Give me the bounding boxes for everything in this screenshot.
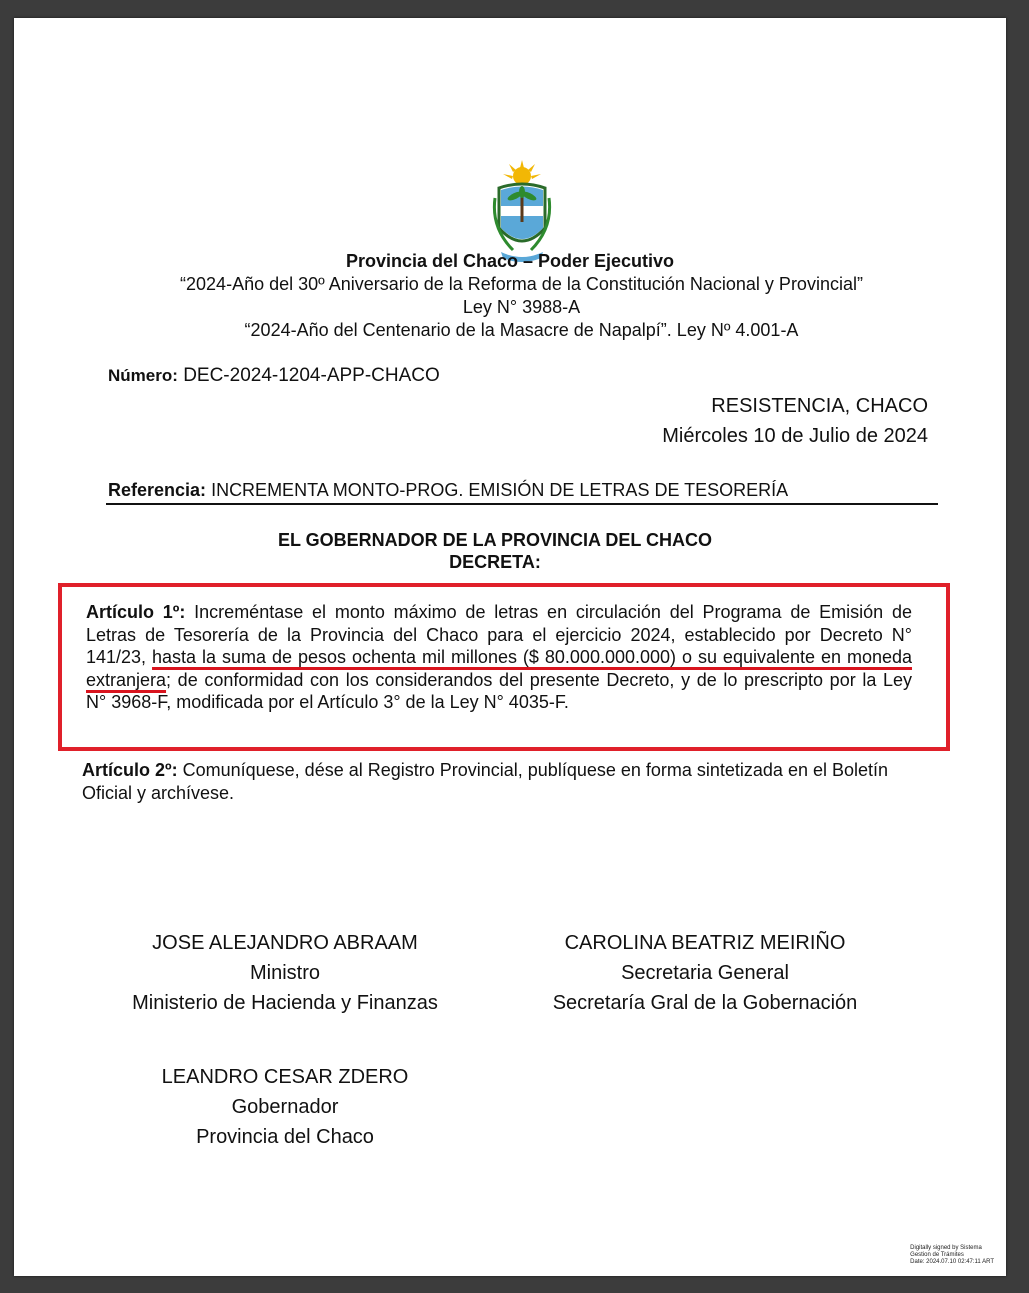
signatory-office: Provincia del Chaco [196,1126,374,1148]
reference-divider [106,503,938,505]
header-title: Provincia del Chaco – Poder Ejecutivo [345,251,675,271]
signatory-minister [75,928,495,1018]
article-1 [86,601,912,714]
article-2-label: Artículo 2º: [82,760,178,780]
signatory-secretary [495,928,915,1018]
digital-signature-stamp [910,1245,994,1266]
digital-signature-line1: Digitally signed by Sistema [910,1245,982,1251]
article-2 [82,759,910,805]
place: RESISTENCIA, CHACO [711,395,928,417]
signatory-role: Gobernador [231,1096,339,1118]
digital-signature-line3: Date: 2024.07.10 02:47:11 ART [910,1259,994,1265]
article-1-text-b: ; de conformidad con los considerandos del presente Decreto, y de lo prescripto por la Ley N° 3968-F, modificada por el Artículo 3° de la Ley N° 4035-F. [86,669,912,712]
signatory-role: Secretaria General [621,962,789,984]
digital-signature-line2: Gestion de Trámites [910,1252,964,1258]
signatory-role: Ministro [249,962,320,984]
article-1-highlight-box [58,583,950,751]
decree-number [108,365,440,387]
document-page [14,18,1006,1276]
signatory-office: Secretaría Gral de la Gobernación [552,992,858,1014]
numero-label: Número: [108,366,178,385]
signatory-name: CAROLINA BEATRIZ MEIRIÑO [564,932,846,954]
decree-heading-governor: EL GOBERNADOR DE LA PROVINCIA DEL CHACO [277,530,713,550]
signatory-governor [75,1062,495,1152]
reference [108,480,788,501]
article-2-text: Comuníquese, dése al Registro Provincial, publíquese en forma sintetizada en el Boletín Oficial y archívese. [82,760,889,803]
signatory-office: Ministerio de Hacienda y Finanzas [132,992,438,1014]
decree-heading [14,529,976,573]
article-1-label: Artículo 1º: [86,602,186,622]
referencia-label: Referencia: [108,480,207,500]
decree-heading-decreta: DECRETA: [449,552,541,572]
article-1-underlined-amount: hasta la suma de pesos ochenta mil millones ($ 80.000.000.000) o su equivalente en moneda extranjera [86,647,913,690]
referencia-value: INCREMENTA MONTO-PROG. EMISIÓN DE LETRAS DE TESORERÍA [211,480,789,500]
header-line-centenary: “2024-Año del Centenario de la Masacre de Napalpí”. Ley Nº 4.001-A [244,320,799,340]
date: Miércoles 10 de Julio de 2024 [662,425,928,447]
numero-value: DEC-2024-1204-APP-CHACO [183,365,440,386]
header-line-anniversary: “2024-Año del 30º Aniversario de la Reforma de la Constitución Nacional y Provincial” [180,274,863,294]
signatory-name: LEANDRO CESAR ZDERO [161,1066,409,1088]
header-line-law: Ley N° 3988-A [462,297,581,317]
article-1-text-a: Increméntase el monto máximo de letras en circulación del Programa de Emisión de Letras de Tesorería de la Provincia del Chaco para el ejercicio 2024, establecido por Decreto N° 141/23, [86,602,912,667]
signatory-name: JOSE ALEJANDRO ABRAAM [152,932,418,954]
